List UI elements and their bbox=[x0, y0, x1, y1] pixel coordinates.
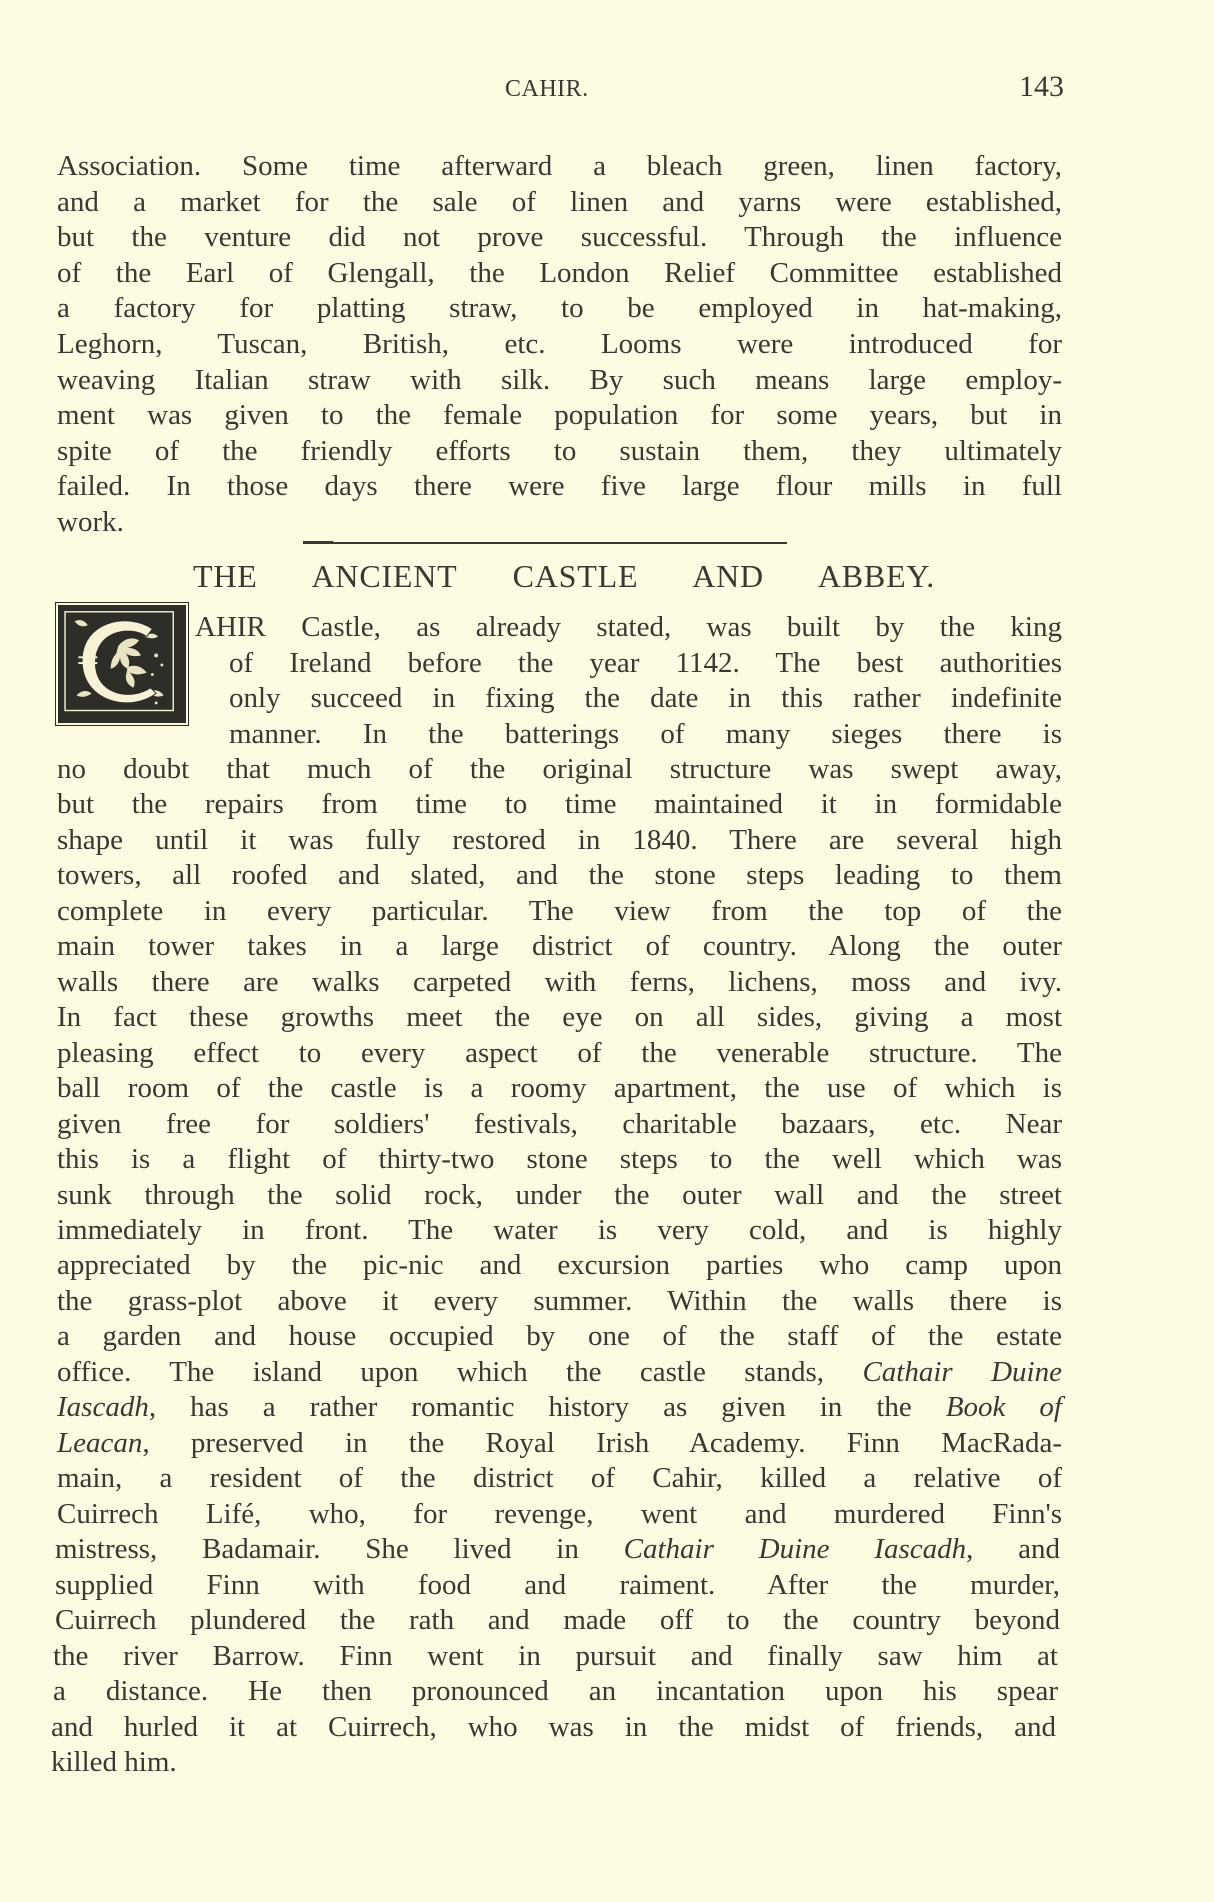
text-span: , preserved in the Royal Irish Academy. Finn MacRada- bbox=[142, 1427, 1062, 1459]
text-line: immediately in front. The water is very cold, and is highly bbox=[57, 1214, 1062, 1246]
text-line: this is a flight of thirty-two stone steps to the well which was bbox=[57, 1143, 1062, 1175]
running-head-title: CAHIR. bbox=[505, 76, 589, 102]
text-line: spite of the friendly efforts to sustain them, they ultimately bbox=[57, 435, 1062, 467]
text-line: a garden and house occupied by one of the staff of the estate bbox=[57, 1320, 1062, 1352]
text-line: Cuirrech Lifé, who, for revenge, went and murdered Finn's bbox=[57, 1498, 1062, 1530]
text-line: but the venture did not prove successful. Through the influence bbox=[57, 221, 1062, 253]
italic-book-title: Leacan bbox=[57, 1427, 143, 1459]
text-line: weaving Italian straw with silk. By such means large employ- bbox=[57, 364, 1062, 396]
text-line: ball room of the castle is a roomy apartment, the use of which is bbox=[57, 1072, 1062, 1104]
text-line: walls there are walks carpeted with ferns, lichens, moss and ivy. bbox=[57, 966, 1062, 998]
text-line: work. bbox=[57, 506, 124, 538]
text-line: main, a resident of the district of Cahir, killed a relative of bbox=[57, 1462, 1062, 1494]
text-line: sunk through the solid rock, under the outer wall and the street bbox=[57, 1179, 1062, 1211]
page-number: 143 bbox=[1019, 70, 1064, 103]
text-line: complete in every particular. The view from the top of the bbox=[57, 895, 1062, 927]
text-line bbox=[55, 1531, 1060, 1567]
text-line: shape until it was fully restored in 1840. There are several high bbox=[57, 824, 1062, 856]
text-span: office. The island upon which the castle stands, bbox=[57, 1356, 825, 1388]
text-line: the river Barrow. Finn went in pursuit and finally saw him at bbox=[53, 1640, 1058, 1672]
text-line: a distance. He then pronounced an incantation upon his spear bbox=[53, 1675, 1058, 1707]
text-line: manner. In the batterings of many sieges there is bbox=[229, 718, 1062, 750]
italic-place-name: Cathair Duine Iascadh bbox=[623, 1533, 967, 1565]
text-line: the grass-plot above it every summer. Within the walls there is bbox=[57, 1285, 1062, 1317]
section-heading: THE ANCIENT CASTLE AND ABBEY. bbox=[193, 558, 935, 594]
text-line: and hurled it at Cuirrech, who was in the midst of friends, and bbox=[51, 1711, 1056, 1743]
text-line: of Ireland before the year 1142. The best authorities bbox=[229, 647, 1062, 679]
text-line: Association. Some time afterward a bleach green, linen factory, bbox=[57, 150, 1062, 182]
running-head bbox=[0, 72, 1214, 106]
text-line bbox=[57, 1389, 1062, 1425]
text-line: ment was given to the female population for some years, but in bbox=[57, 399, 1062, 431]
text-line: no doubt that much of the original structure was swept away, bbox=[57, 753, 1062, 785]
text-line: appreciated by the pic-nic and excursion parties who camp upon bbox=[57, 1249, 1062, 1281]
text-line: AHIR Castle, as already stated, was built by the king bbox=[195, 611, 1062, 643]
text-line: Leghorn, Tuscan, British, etc. Looms were introduced for bbox=[57, 328, 1062, 360]
text-line: supplied Finn with food and raiment. After the murder, bbox=[55, 1569, 1060, 1601]
text-line: In fact these growths meet the eye on all sides, giving a most bbox=[57, 1001, 1062, 1033]
text-line bbox=[57, 1354, 1062, 1390]
text-line: given free for soldiers' festivals, charitable bazaars, etc. Near bbox=[57, 1108, 1062, 1140]
drop-cap-c-icon bbox=[58, 605, 186, 723]
text-line: pleasing effect to every aspect of the venerable structure. The bbox=[57, 1037, 1062, 1069]
text-line: only succeed in fixing the date in this rather indefinite bbox=[229, 682, 1062, 714]
text-line: main tower takes in a large district of country. Along the outer bbox=[57, 930, 1062, 962]
section-divider bbox=[303, 542, 787, 544]
text-line: killed him. bbox=[51, 1746, 177, 1778]
text-line: towers, all roofed and slated, and the stone steps leading to them bbox=[57, 859, 1062, 891]
text-line: Cuirrech plundered the rath and made off to the country beyond bbox=[55, 1604, 1060, 1636]
text-line: a factory for platting straw, to be employed in hat-making, bbox=[57, 292, 1062, 324]
italic-place-name: Cathair Duine bbox=[862, 1356, 1062, 1388]
text-line: but the repairs from time to time maintained it in formidable bbox=[57, 788, 1062, 820]
text-line: failed. In those days there were five large flour mills in full bbox=[57, 470, 1062, 502]
italic-book-title: Book of bbox=[945, 1391, 1062, 1423]
text-line: of the Earl of Glengall, the London Relief Committee established bbox=[57, 257, 1062, 289]
text-line bbox=[57, 1425, 1062, 1461]
text-line: and a market for the sale of linen and yarns were established, bbox=[57, 186, 1062, 218]
text-span: , has a rather romantic history as given in the bbox=[148, 1391, 912, 1423]
text-span: mistress, Badamair. She lived in bbox=[55, 1533, 579, 1565]
italic-place-name: Iascadh bbox=[57, 1391, 149, 1423]
text-span: , and bbox=[966, 1533, 1061, 1565]
